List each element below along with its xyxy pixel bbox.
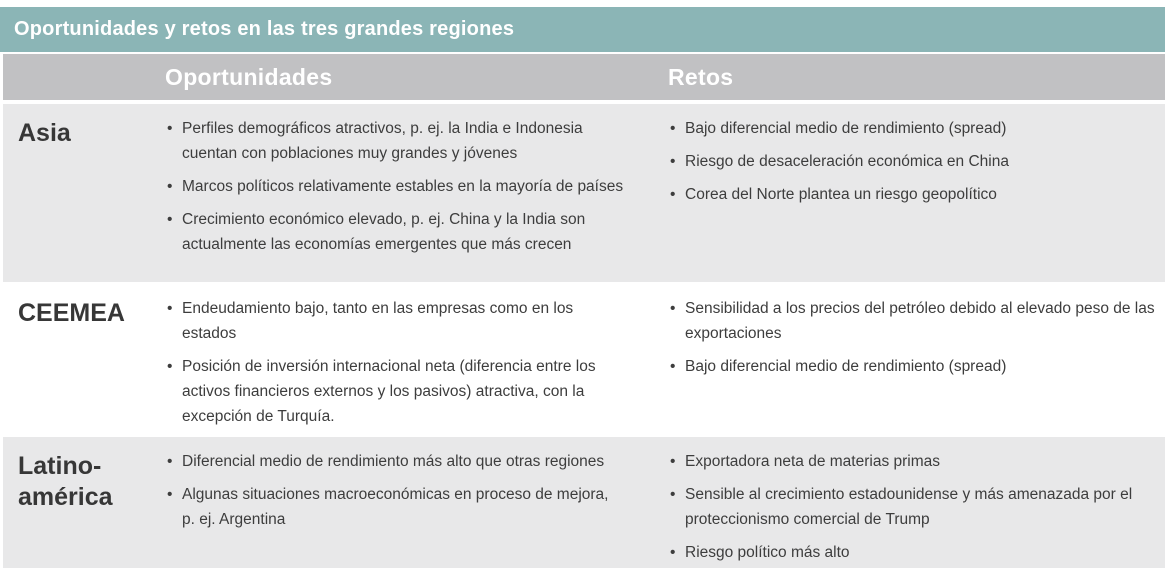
opportunities-list [153, 296, 653, 437]
bullet-item: • Endeudamiento bajo, tanto en las empresas como en los estados [165, 296, 625, 346]
bullet-item: • Marcos políticos relativamente estables en la mayoría de países [165, 174, 625, 199]
column-header-oportunidades: Oportunidades [165, 63, 333, 90]
opportunities-list [153, 116, 653, 282]
bullet-item: • Corea del Norte plantea un riesgo geopolítico [668, 182, 1155, 207]
bullet-item: • Perfiles demográficos atractivos, p. ej. la India e Indonesia cuentan con poblaciones muy grandes y jóvenes [165, 116, 625, 166]
bullet-item: • Bajo diferencial medio de rendimiento (spread) [668, 354, 1155, 379]
table-title-bar [0, 7, 1165, 52]
bullet-item: • Sensibilidad a los precios del petróleo debido al elevado peso de las exportaciones [668, 296, 1155, 346]
regions-table [3, 52, 1165, 568]
region-label: Latino-américa [18, 452, 113, 511]
challenges-list [653, 296, 1165, 437]
table-row [3, 437, 1165, 568]
region-label: CEEMEA [18, 299, 125, 327]
table-row [3, 104, 1165, 282]
table-title: Oportunidades y retos en las tres grandes regiones [14, 18, 515, 40]
table-body [3, 104, 1165, 568]
table-header-row [3, 54, 1165, 100]
challenges-list [653, 449, 1165, 568]
bullet-item: • Posición de inversión internacional neta (diferencia entre los activos financieros externos y los pasivos) atractiva, con la excepción de Turquía. [165, 354, 625, 429]
bullet-item: • Riesgo de desaceleración económica en China [668, 149, 1155, 174]
region-label: Asia [18, 119, 71, 147]
column-header-retos: Retos [668, 63, 734, 90]
opportunities-list [153, 449, 653, 568]
bullet-item: • Algunas situaciones macroeconómicas en proceso de mejora, p. ej. Argentina [165, 482, 625, 532]
bullet-item: • Diferencial medio de rendimiento más alto que otras regiones [165, 449, 625, 474]
bullet-item: • Bajo diferencial medio de rendimiento (spread) [668, 116, 1155, 141]
table-row [3, 282, 1165, 437]
bullet-item: • Crecimiento económico elevado, p. ej. China y la India son actualmente las economías emergentes que más crecen [165, 207, 625, 257]
bullet-item: • Sensible al crecimiento estadounidense y más amenazada por el proteccionismo comercial de Trump [668, 482, 1155, 532]
bullet-item: • Riesgo político más alto [668, 540, 1155, 565]
bullet-item: • Exportadora neta de materias primas [668, 449, 1155, 474]
challenges-list [653, 116, 1165, 282]
